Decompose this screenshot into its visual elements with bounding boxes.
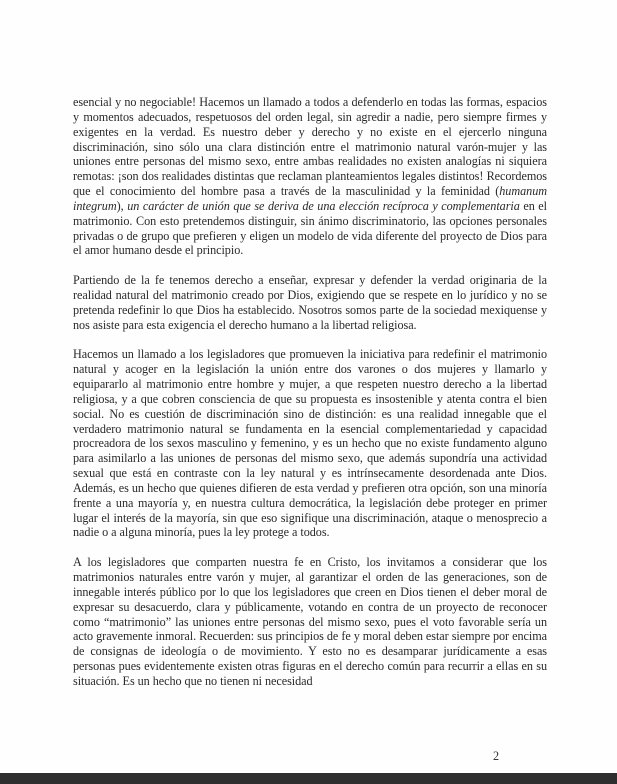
paragraph-2 [73,273,547,332]
latin-term-humanum-integrum: humanum integrum [73,184,547,213]
paragraph-2-text: Partiendo de la fe tenemos derecho a enseñar, expresar y defender la verdad originaria de la realidad natural del matrimonio creado por Dios, exigiendo que se respete en lo jurídico y no se pretenda redefinir lo que Dios ha establecido. Nosotros somos parte de la sociedad mexiquense y nos asiste para esta exigencia el derecho humano a la libertad religiosa. [73,273,547,332]
paragraph-1-text-a: esencial y no negociable! Hacemos un llamado a todos a defenderlo en todas las formas, espacios y momentos adecuados, respetuosos del orden legal, sin agredir a nadie, pero siempre firmes y exigentes en la verdad. Es nuestro deber y derecho y no existe en el ejercerlo ninguna discriminación, sino sólo una clara distinción entre el matrimonio natural varón-mujer y las uniones entre personas del mismo sexo, entre ambas realidades no existen analogías ni siquiera remotas: ¡son dos realidades distintas que reclaman planteamientos legales distintos! Recordemos que el conocimiento del hombre pasa a través de la masculinidad y la feminidad ( [73,95,547,199]
paragraph-4-text: A los legisladores que comparten nuestra fe en Cristo, los invitamos a considerar que los matrimonios naturales entre varón y mujer, al garantizar el orden de las generaciones, son de innegable interés público por lo que los legisladores que creen en Dios tienen el deber moral de expresar su desacuerdo, clara y públicamente, votando en contra de un proyecto de reconocer como “matrimonio” las uniones entre personas del mismo sexo, pues el voto favorable sería un acto gravemente inmoral. Recuerden: sus principios de fe y moral deben estar siempre por encima de consignas de ideología o de movimiento. Y esto no es desamparar jurídicamente a esas personas pues evidentemente existen otras figuras en el derecho común para recurrir a ellas en su situación. Es un hecho que no tienen ni necesidad [73,555,547,688]
document-body [73,95,547,689]
paragraph-1-text-c: en el matrimonio. Con esto pretendemos distinguir, sin ánimo discriminatorio, las opciones personales privadas o de grupo que prefieren y eligen un modelo de vida diferente del proyecto de Dios para el amor humano desde el principio. [73,198,548,258]
paragraph-1 [73,95,547,258]
paragraph-3-text: Hacemos un llamado a los legisladores que promueven la iniciativa para redefinir el matrimonio natural y acoger en la legislación la unión entre dos varones o dos mujeres y llamarlo y equipararlo al matrimonio entre hombre y mujer, a que respeten nuestro derecho a la libertad religiosa, y a que cobren consciencia de que su propuesta es insostenible y atenta contra el bien social. No es cuestión de discriminación sino de distinción: es una realidad innegable que el verdadero matrimonio natural se fundamenta en la esencial complementariedad y capacidad procreadora de los sexos masculino y femenino, y es un hecho que no existe fundamento alguno para asimilarlo a las uniones de personas del mismo sexo, que además supondría una actividad sexual que está en contraste con la ley natural y es intrínsecamente desordenada ante Dios. Además, es un hecho que quienes difieren de esta verdad y prefieren otra opción, son una minoría frente a una mayoría y, en nuestra cultura democrática, la legislación debe proteger en primer lugar el interés de la mayoría, sin que eso signifique una discriminación, ataque o menosprecio a nadie o a alguna minoría, pues la ley protege a todos. [73,347,547,540]
paragraph-1-text-b: ), [116,198,128,213]
viewer-bottom-bar [0,773,617,784]
page-number: 2 [493,749,500,763]
italic-quote-union: un carácter de unión que se deriva de una elección recíproca y complementaria [127,198,520,213]
paragraph-4 [73,555,547,689]
paragraph-3 [73,347,547,540]
